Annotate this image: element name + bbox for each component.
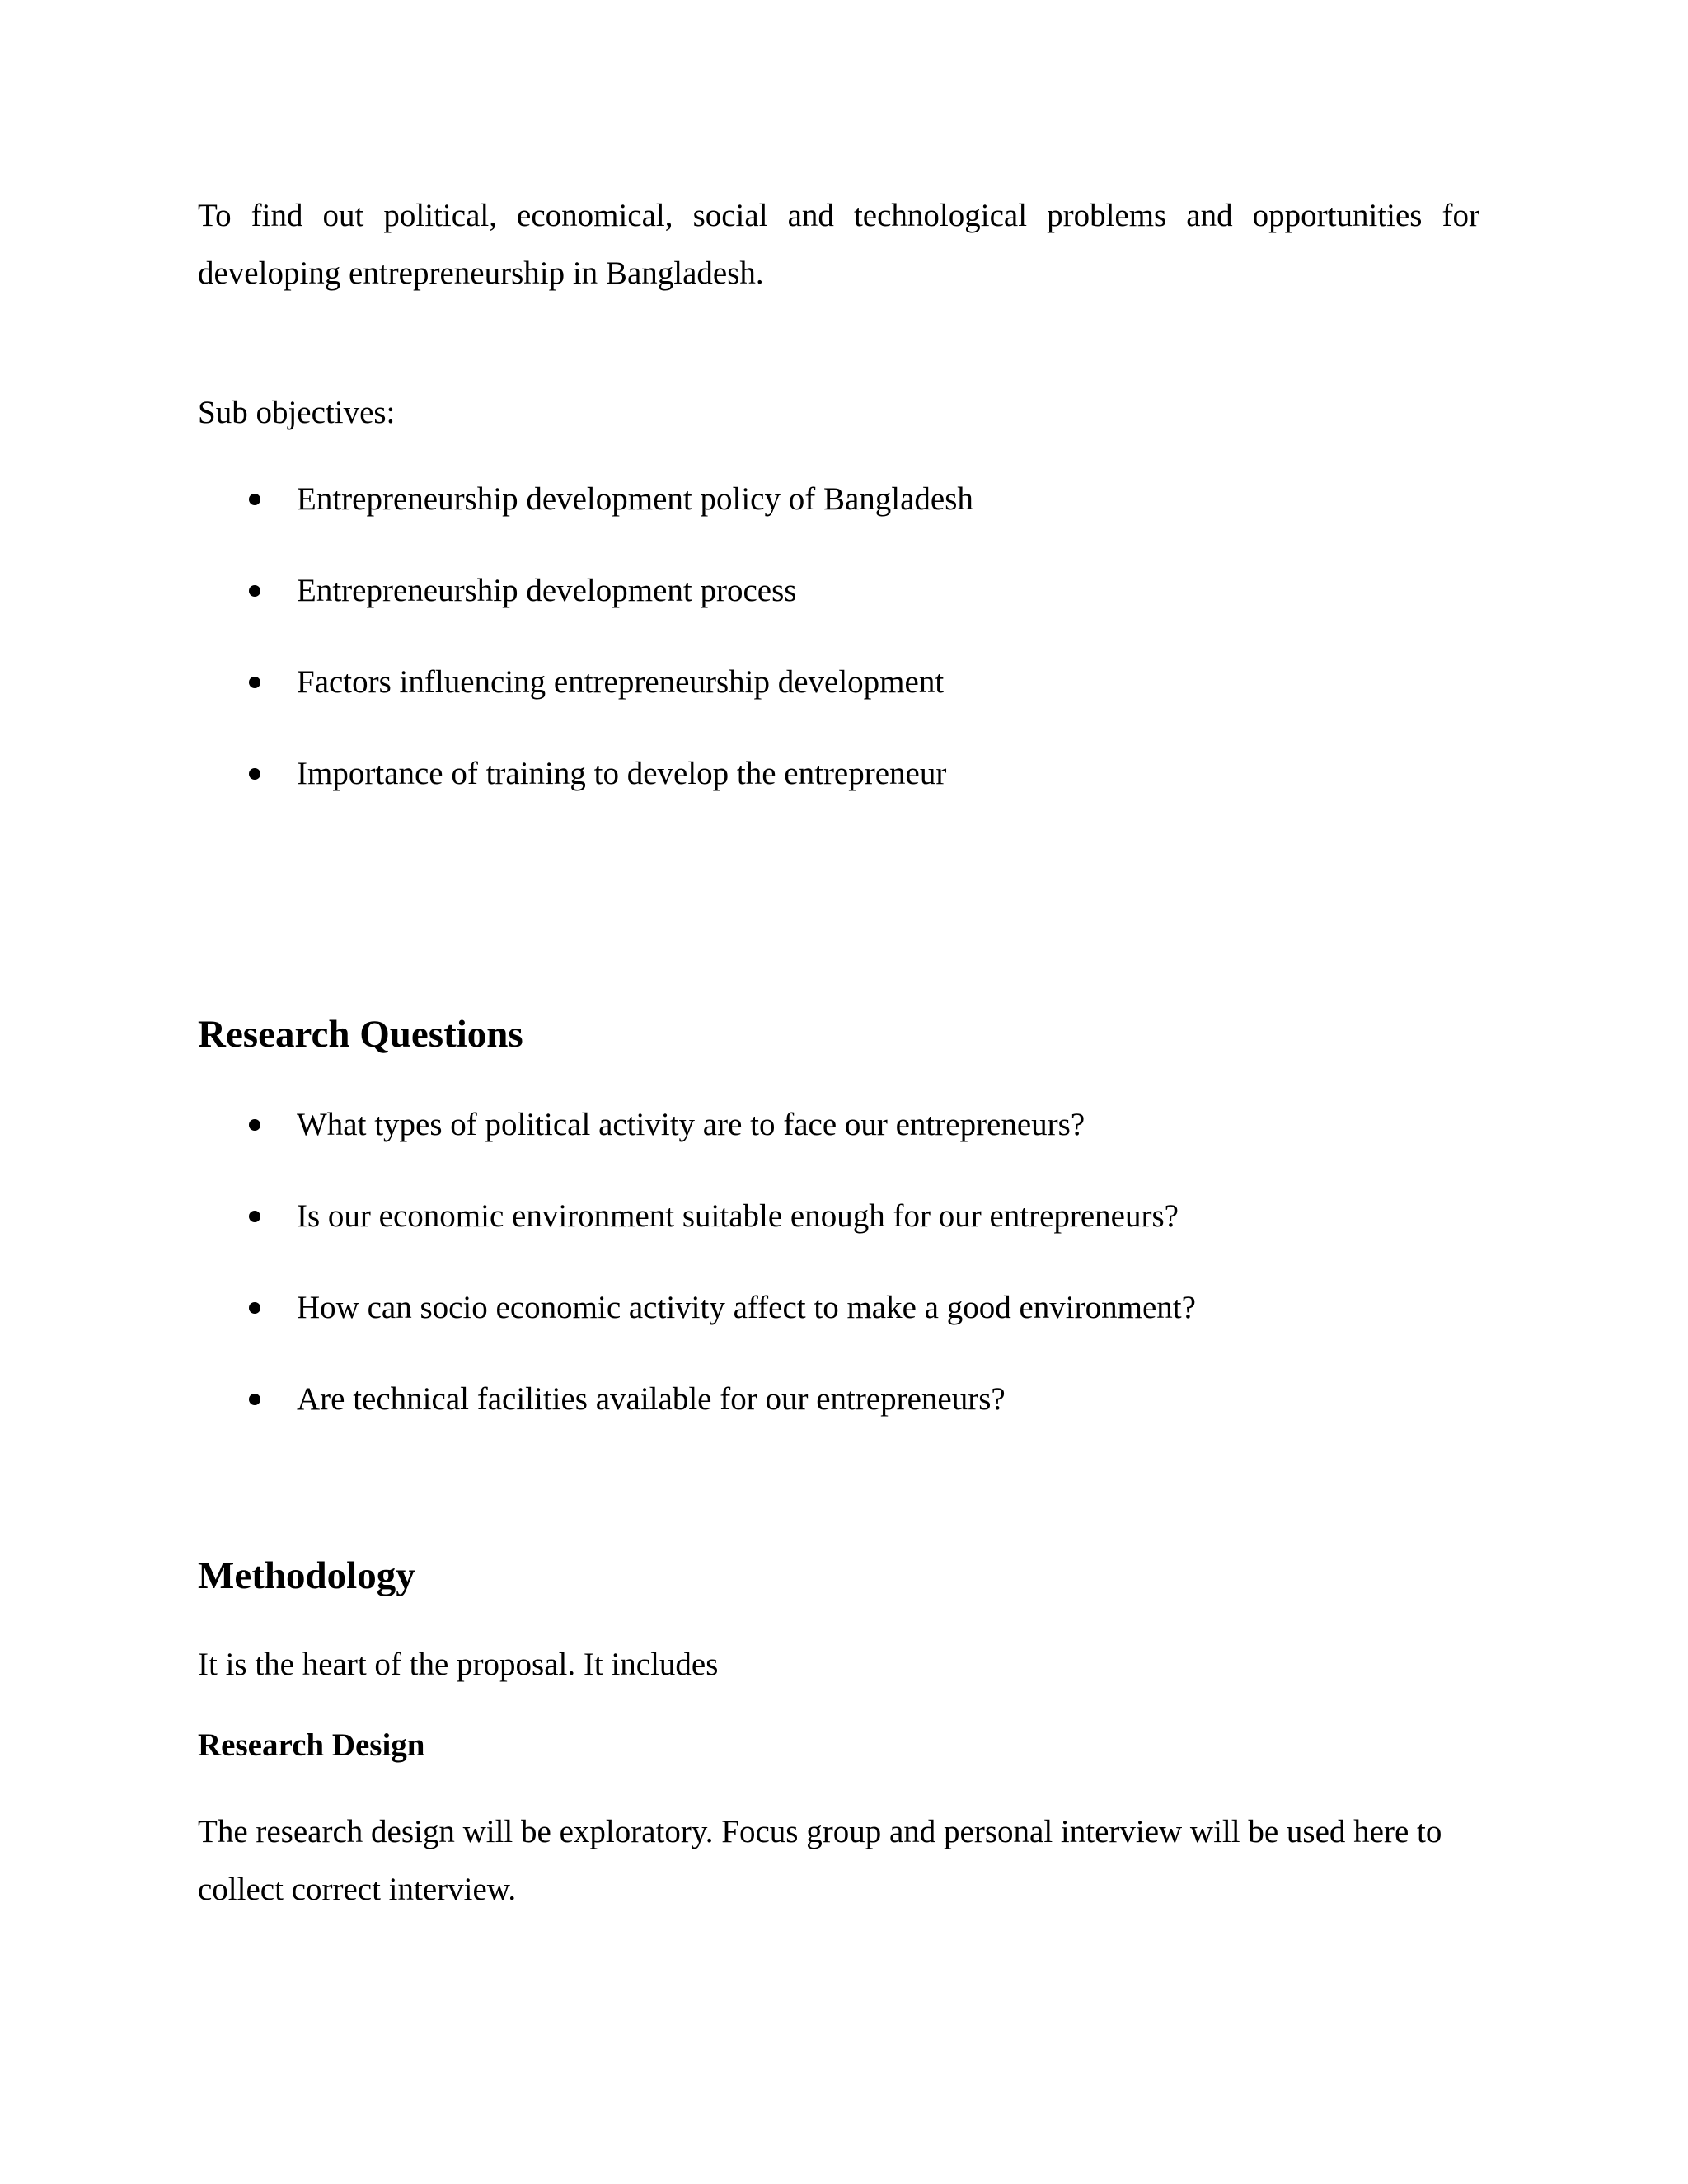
list-item: Are technical facilities available for our entrepreneurs?	[198, 1379, 1479, 1470]
methodology-intro: It is the heart of the proposal. It includes	[198, 1647, 719, 1682]
bullet-icon	[249, 1394, 260, 1405]
list-item: Entrepreneurship development process	[198, 570, 1479, 662]
bullet-icon	[249, 1302, 260, 1314]
sub-objectives-list	[198, 479, 1479, 845]
list-item: Factors influencing entrepreneurship development	[198, 662, 1479, 753]
bullet-icon	[249, 1211, 260, 1222]
list-item: How can socio economic activity affect to make a good environment?	[198, 1287, 1479, 1379]
list-item: Is our economic environment suitable enough for our entrepreneurs?	[198, 1196, 1479, 1287]
research-design-heading: Research Design	[198, 1727, 425, 1763]
intro-paragraph: To find out political, economical, social and technological problems and opportunities for developing entrepreneurship in Bangladesh.	[198, 198, 1479, 291]
bullet-icon	[249, 494, 260, 505]
bullet-icon	[249, 1119, 260, 1131]
bullet-icon	[249, 768, 260, 780]
list-item: Entrepreneurship development policy of Bangladesh	[198, 479, 1479, 570]
research-design-paragraph: The research design will be exploratory. Focus group and personal interview will be used here to collect correct interview.	[198, 1814, 1442, 1907]
research-questions-list	[198, 1104, 1479, 1470]
list-item: Importance of training to develop the entrepreneur	[198, 753, 1479, 845]
list-item: What types of political activity are to face our entrepreneurs?	[198, 1104, 1479, 1196]
bullet-icon	[249, 677, 260, 688]
research-questions-heading: Research Questions	[198, 1013, 523, 1056]
sub-objectives-label: Sub objectives:	[198, 395, 396, 430]
bullet-icon	[249, 585, 260, 597]
methodology-heading: Methodology	[198, 1554, 415, 1597]
